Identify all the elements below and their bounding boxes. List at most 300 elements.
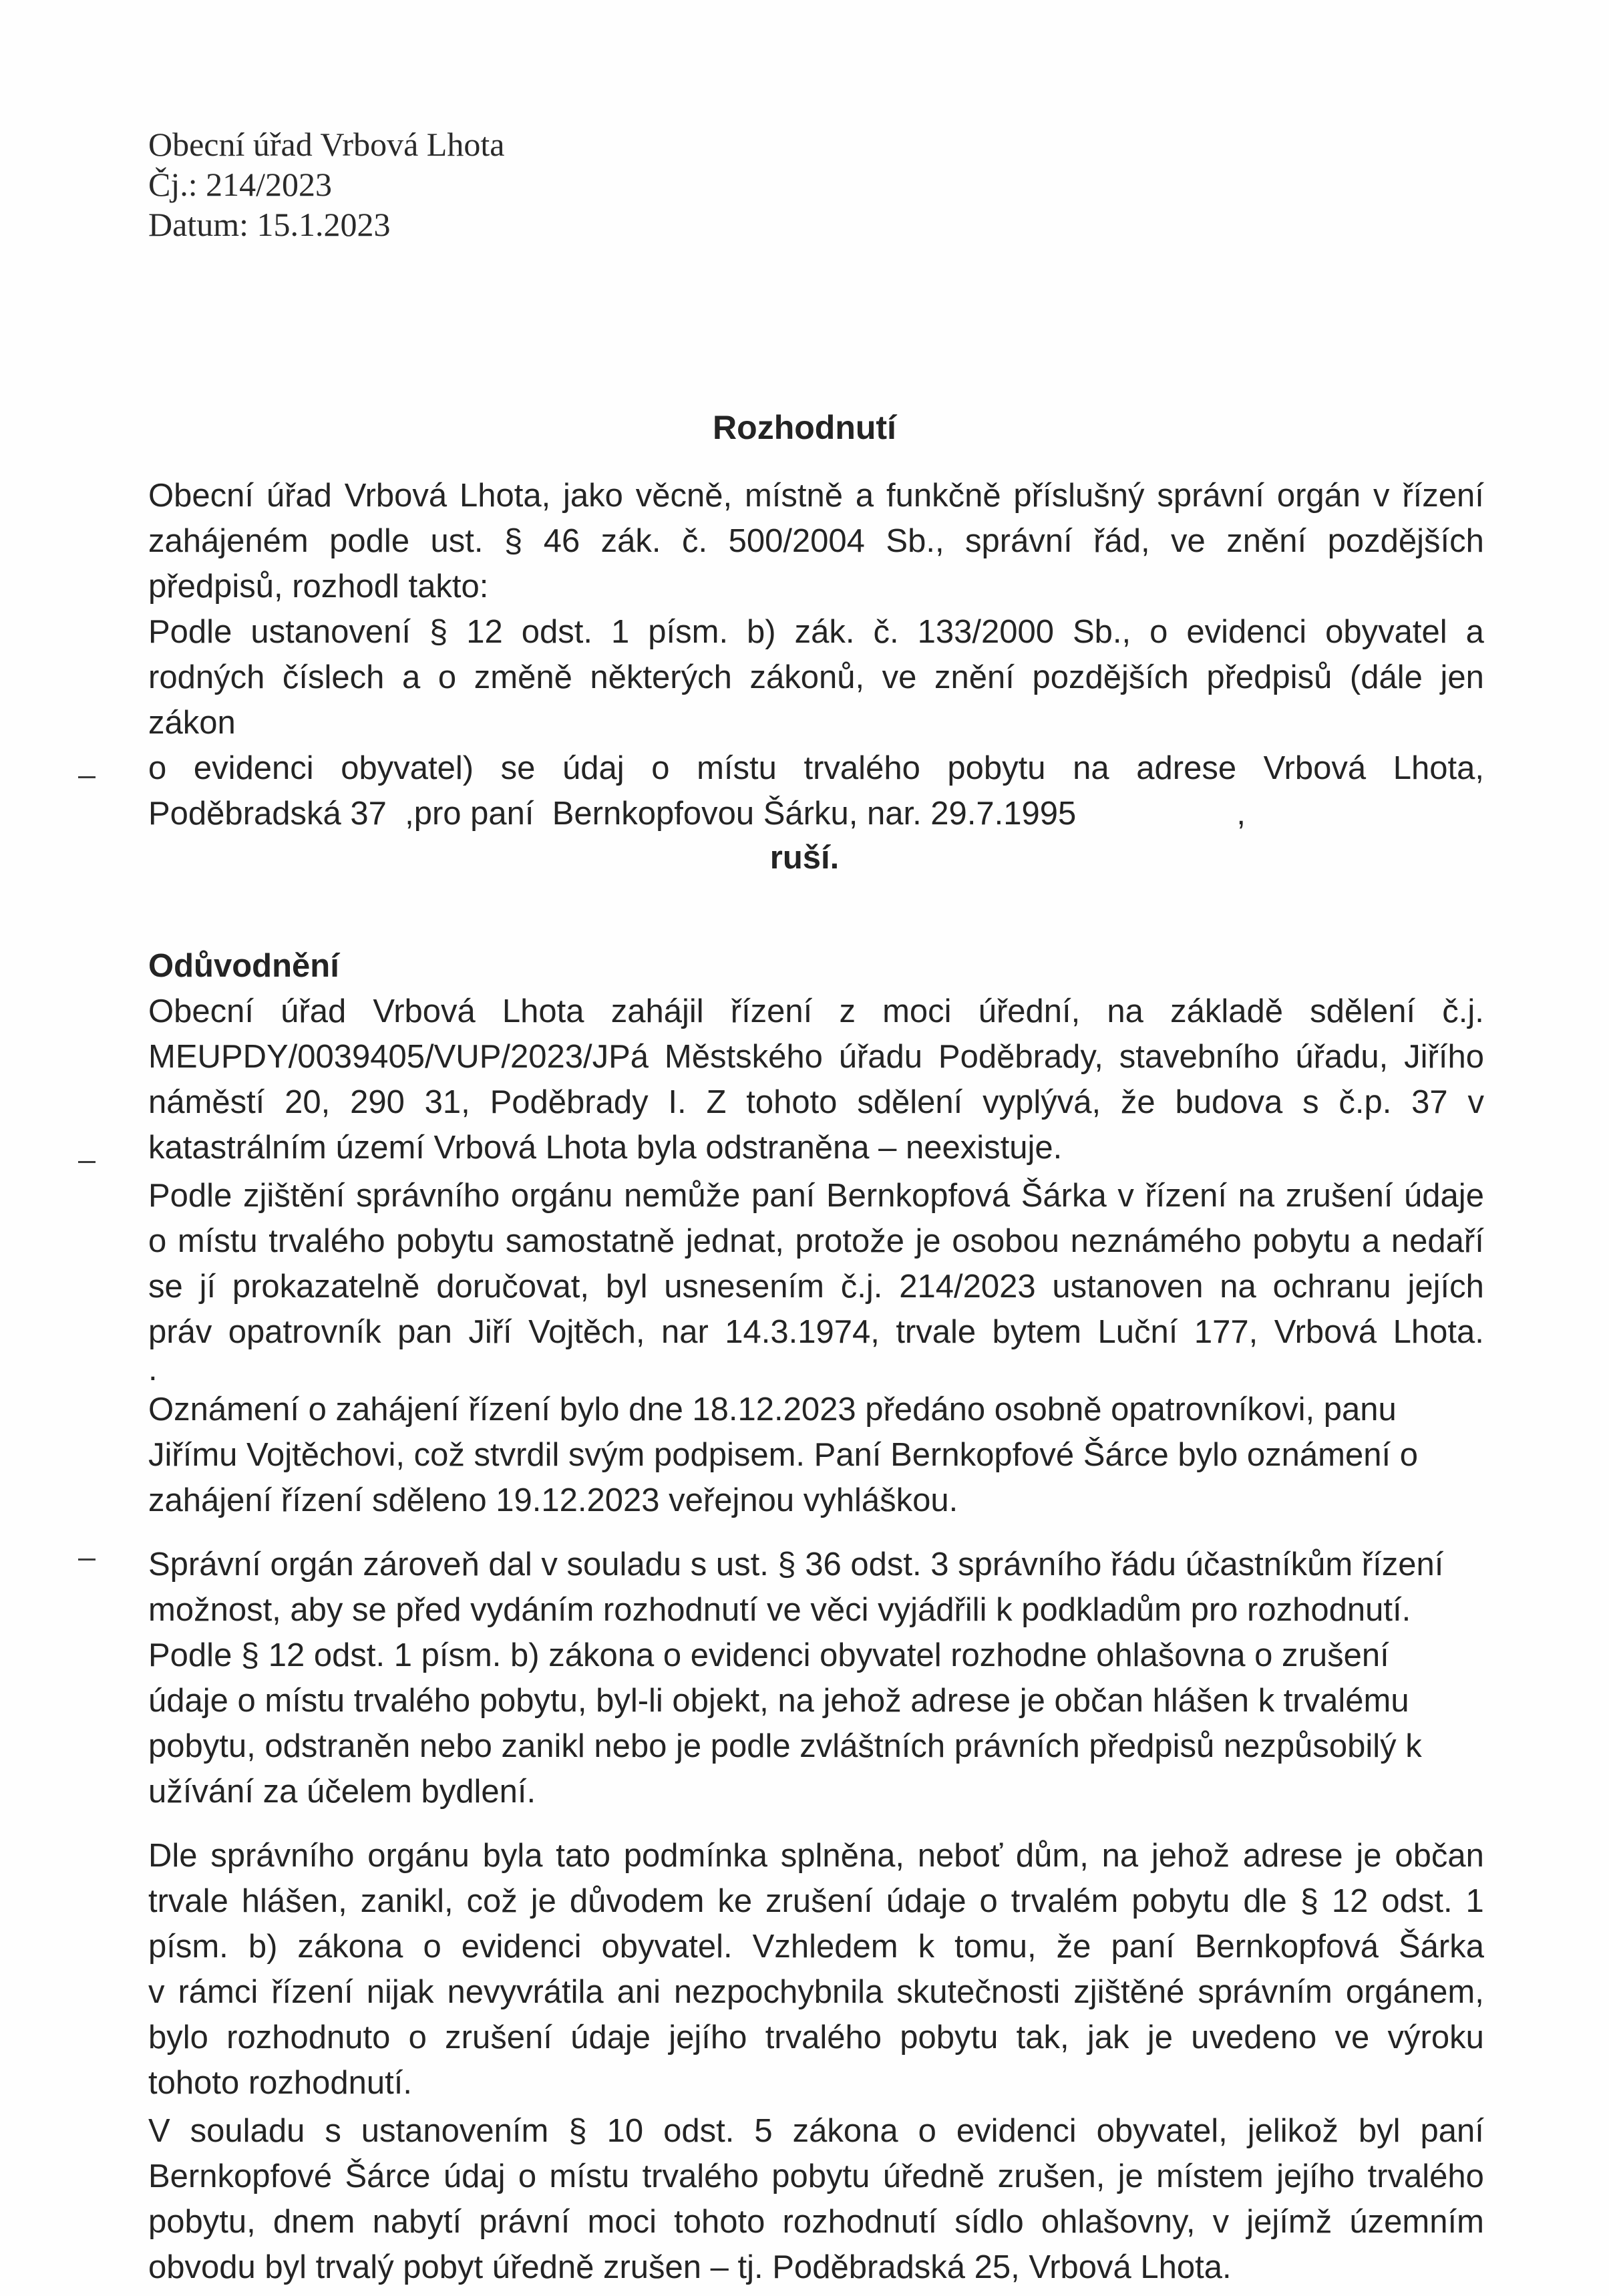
word: o bbox=[408, 2019, 427, 2056]
word: že bbox=[1056, 1929, 1091, 1965]
word: Šárka bbox=[1021, 1178, 1107, 1214]
paragraph-line bbox=[148, 1309, 1484, 1355]
word: odst. bbox=[1381, 1883, 1453, 1919]
word: právní bbox=[479, 2204, 570, 2240]
word: obyvatel, bbox=[1096, 2113, 1228, 2149]
office-name: Obecní úřad Vrbová Lhota bbox=[148, 126, 505, 163]
word: zjištěné bbox=[1073, 1974, 1185, 2010]
word: správního bbox=[210, 1838, 355, 1874]
ruling-line bbox=[148, 518, 1484, 564]
paragraph-line: tohoto rozhodnutí. bbox=[148, 2065, 413, 2101]
word: (dále bbox=[1349, 659, 1423, 695]
word: správního bbox=[356, 1178, 500, 1214]
word: 46 bbox=[543, 523, 580, 559]
paragraph-line: údaje o místu trvalého pobytu, byl-li objekt, na jehož adrese je občan hlášen k trvalému bbox=[148, 1683, 1409, 1719]
word: neznámého bbox=[1070, 1223, 1242, 1259]
word: jak bbox=[1087, 2019, 1129, 2056]
word: souladu bbox=[190, 2113, 305, 2149]
word: místu bbox=[697, 750, 777, 786]
word: a bbox=[855, 478, 874, 514]
word: Šárka bbox=[1398, 1929, 1484, 1965]
word: v bbox=[1467, 1084, 1484, 1120]
word: zahájeném bbox=[148, 523, 309, 559]
word: b) bbox=[747, 614, 776, 650]
word: o bbox=[437, 659, 457, 695]
ruling-verb: ruší. bbox=[769, 840, 840, 876]
reasoning-paragraph bbox=[148, 1833, 1484, 2106]
word: úředně bbox=[882, 2158, 985, 2194]
word: paní bbox=[751, 1178, 816, 1214]
word: o bbox=[1149, 614, 1168, 650]
ruling-line bbox=[148, 609, 1484, 655]
paragraph-line: Podle § 12 odst. 1 písm. b) zákona o evidenci obyvatel rozhodne ohlašovna o zrušení bbox=[148, 1637, 1389, 1673]
word: nijak bbox=[366, 1974, 434, 2010]
ruling-statement bbox=[148, 473, 1484, 836]
paragraph-line bbox=[148, 1924, 1484, 1969]
word: Vrbová bbox=[373, 993, 476, 1029]
paragraph-line bbox=[148, 1969, 1484, 2015]
word: správní bbox=[1157, 478, 1264, 514]
word: trvalém bbox=[1011, 1883, 1119, 1919]
word: místu bbox=[549, 2158, 630, 2194]
paragraph-line: katastrálním území Vrbová Lhota byla odstraněna – neexistuje. bbox=[148, 1130, 1063, 1166]
stray-comma: , bbox=[1236, 796, 1246, 832]
word: č.j. bbox=[840, 1269, 883, 1305]
word: paní bbox=[1111, 1929, 1175, 1965]
word: výroku bbox=[1387, 2019, 1484, 2056]
word: tohoto bbox=[674, 2204, 765, 2240]
word: ve bbox=[1171, 523, 1206, 559]
word: údaj bbox=[443, 2158, 506, 2194]
word: MEUPDY/0039405/VUP/2023/JPá bbox=[148, 1039, 649, 1075]
word: jejímž bbox=[1246, 2204, 1332, 2240]
word: Lhota, bbox=[1393, 750, 1484, 786]
word: úřední, bbox=[978, 993, 1081, 1029]
word: Sb., bbox=[1072, 614, 1131, 650]
word: evidenci bbox=[193, 750, 314, 786]
word: protože bbox=[795, 1223, 904, 1259]
word: ustanoven bbox=[1052, 1269, 1204, 1305]
word: doručovat, bbox=[436, 1269, 590, 1305]
word: a bbox=[1362, 1223, 1381, 1259]
word: moci bbox=[587, 2204, 657, 2240]
word: Obecní bbox=[148, 993, 254, 1029]
word: funkčně bbox=[886, 478, 1001, 514]
word: 1 bbox=[1465, 1883, 1484, 1919]
word: ve bbox=[882, 659, 917, 695]
word: na bbox=[1101, 1838, 1139, 1874]
word: je bbox=[1356, 1838, 1382, 1874]
word: trvalého bbox=[1367, 2158, 1484, 2194]
word: zrušení bbox=[1285, 1178, 1393, 1214]
word: I. bbox=[668, 1084, 687, 1120]
word: na bbox=[1220, 1269, 1256, 1305]
word: 20, bbox=[285, 1084, 331, 1120]
word: § bbox=[568, 2113, 587, 2149]
word: 10 bbox=[606, 2113, 644, 2149]
word: pobytu bbox=[771, 2158, 870, 2194]
word: byl bbox=[605, 1269, 648, 1305]
word: důvodem bbox=[569, 1883, 705, 1919]
paragraph-line bbox=[148, 1173, 1484, 1218]
word: znění bbox=[934, 659, 1015, 695]
word: místem bbox=[1156, 2158, 1264, 2194]
word: pobytu, bbox=[148, 2204, 256, 2240]
word: splněna, bbox=[780, 1838, 904, 1874]
word: řízení bbox=[1145, 1178, 1228, 1214]
word: jednat, bbox=[685, 1223, 784, 1259]
word: v bbox=[148, 1974, 165, 2010]
word: údaje bbox=[886, 1883, 966, 1919]
word: 37 bbox=[1411, 1084, 1448, 1120]
word: písm. bbox=[648, 614, 729, 650]
ruling-line-text: Poděbradská 37 ,pro paní Bernkopfovou Šárku, nar. 29.7.1995 bbox=[148, 796, 1077, 832]
word: evidenci bbox=[461, 1929, 582, 1965]
word: ohlašovny, bbox=[1041, 2204, 1196, 2240]
word: nezpochybnila bbox=[673, 1974, 884, 2010]
word: 290 bbox=[350, 1084, 405, 1120]
paragraph-line bbox=[148, 1833, 1484, 1878]
word: podmínka bbox=[623, 1838, 767, 1874]
word: o bbox=[148, 750, 167, 786]
word: stavebního bbox=[1119, 1039, 1280, 1075]
word: nedaří bbox=[1391, 1223, 1484, 1259]
ruling-line bbox=[148, 746, 1484, 791]
word: ve bbox=[1334, 2019, 1370, 2056]
word: jejího bbox=[669, 2019, 747, 2056]
word: č. bbox=[681, 523, 708, 559]
word: zrušení bbox=[765, 1883, 873, 1919]
paragraph-line bbox=[148, 1264, 1484, 1309]
word: údaje bbox=[1404, 1178, 1484, 1214]
word: pobytu bbox=[900, 2019, 999, 2056]
word: o bbox=[651, 750, 670, 786]
word: Podle bbox=[148, 614, 232, 650]
word: trvalého bbox=[765, 2019, 882, 2056]
word: úřadu bbox=[838, 1039, 923, 1075]
word: 214/2023 bbox=[899, 1269, 1036, 1305]
reasoning-heading: Odůvodnění bbox=[148, 948, 339, 984]
paragraph-line: pobytu, odstraněn nebo zanikl nebo je podle zvláštních právních předpisů nezpůsobilý k bbox=[148, 1728, 1422, 1764]
word: jen bbox=[1440, 659, 1484, 695]
word: o bbox=[918, 2113, 936, 2149]
reasoning-paragraph bbox=[148, 1542, 1484, 1814]
word: zákonů, bbox=[749, 659, 865, 695]
word: ochranu bbox=[1272, 1269, 1391, 1305]
word: trvale bbox=[896, 1314, 976, 1350]
word: řád, bbox=[1093, 523, 1150, 559]
word: č.p. bbox=[1338, 1084, 1392, 1120]
word: Městského bbox=[664, 1039, 823, 1075]
ruling-line bbox=[148, 655, 1484, 700]
word: Dle bbox=[148, 1838, 198, 1874]
ruling-line: zákon bbox=[148, 705, 236, 741]
word: Vrbová bbox=[1263, 750, 1367, 786]
word: Poděbrady bbox=[490, 1084, 649, 1120]
paragraph-line: užívání za účelem bydlení. bbox=[148, 1774, 536, 1810]
word: zjištění bbox=[242, 1178, 345, 1214]
word: pan bbox=[397, 1314, 452, 1350]
document-date: Datum: 15.1.2023 bbox=[148, 206, 391, 243]
word: rozhodnutí bbox=[782, 2204, 938, 2240]
word: s bbox=[1302, 1084, 1319, 1120]
word: sdělení bbox=[857, 1084, 963, 1120]
word: obyvatel. bbox=[601, 1929, 733, 1965]
paragraph-line: možnost, aby se před vydáním rozhodnutí ve věci vyjádřili k podkladům pro rozhodnutí. bbox=[148, 1592, 1411, 1628]
word: předpisů bbox=[1206, 659, 1332, 695]
paragraph-line: zahájení řízení sděleno 19.12.2023 veřejnou vyhláškou. bbox=[148, 1482, 958, 1518]
word: Vzhledem bbox=[752, 1929, 898, 1965]
word: o bbox=[979, 1883, 998, 1919]
word: osobou bbox=[952, 1223, 1060, 1259]
word: občan bbox=[1395, 1838, 1484, 1874]
word: pobytu bbox=[1252, 1223, 1351, 1259]
word: zák. bbox=[794, 614, 855, 650]
word: tomu, bbox=[954, 1929, 1037, 1965]
word: na bbox=[1073, 750, 1109, 786]
word: adrese bbox=[1136, 750, 1237, 786]
word: práv bbox=[148, 1314, 212, 1350]
word: 14.3.1974, bbox=[725, 1314, 880, 1350]
word: ust. bbox=[430, 523, 484, 559]
word: Jiřího bbox=[1404, 1039, 1484, 1075]
word: tohoto bbox=[746, 1084, 838, 1120]
word: tato bbox=[556, 1838, 610, 1874]
word: ustanovení bbox=[250, 614, 411, 650]
paragraph-line bbox=[148, 1080, 1484, 1125]
word: Jiří bbox=[468, 1314, 512, 1350]
word: Bernkopfové bbox=[148, 2158, 333, 2194]
word: dnem bbox=[273, 2204, 355, 2240]
word: řízení bbox=[1402, 478, 1484, 514]
word: údaj bbox=[562, 750, 624, 786]
word: 133/2000 bbox=[917, 614, 1054, 650]
word: správní bbox=[965, 523, 1073, 559]
paragraph-line: obvodu byl trvalý pobyt úředně zrušen – tj. Poděbradská 25, Vrbová Lhota. bbox=[148, 2249, 1232, 2285]
word: byla bbox=[482, 1838, 543, 1874]
word: Z bbox=[706, 1084, 727, 1120]
word: úřadu, bbox=[1295, 1039, 1389, 1075]
word: úřad bbox=[281, 993, 347, 1029]
word: pozdějších bbox=[1032, 659, 1189, 695]
reference-number: Čj.: 214/2023 bbox=[148, 166, 333, 203]
word: zrušen, bbox=[997, 2158, 1105, 2194]
word: písm. bbox=[148, 1929, 228, 1965]
word: pobytu bbox=[396, 1223, 495, 1259]
word: dle bbox=[1243, 1883, 1287, 1919]
word: na bbox=[1238, 1178, 1275, 1214]
word: Lhota. bbox=[1393, 1314, 1484, 1350]
word: 31, bbox=[424, 1084, 470, 1120]
word: Lhota bbox=[502, 993, 584, 1029]
word: opatrovník bbox=[228, 1314, 381, 1350]
word: místu bbox=[177, 1223, 258, 1259]
word: dům, bbox=[1015, 1838, 1089, 1874]
word: trvale bbox=[148, 1883, 228, 1919]
word: v bbox=[1117, 1178, 1134, 1214]
word: b) bbox=[248, 1929, 278, 1965]
word: 12 bbox=[466, 614, 503, 650]
word: odst. bbox=[663, 2113, 735, 2149]
reasoning-paragraph bbox=[148, 989, 1484, 1170]
word: základě bbox=[1170, 993, 1283, 1029]
word: č. bbox=[873, 614, 899, 650]
word: zanikl, bbox=[360, 1883, 454, 1919]
word: V bbox=[148, 2113, 170, 2149]
word: nemůže bbox=[624, 1178, 741, 1214]
word: na bbox=[1107, 993, 1143, 1029]
document-header bbox=[148, 124, 1609, 244]
word: a bbox=[402, 659, 421, 695]
word: orgánem, bbox=[1345, 1974, 1484, 2010]
word: tak, bbox=[1016, 2019, 1069, 2056]
word: je bbox=[915, 1223, 941, 1259]
word: nar bbox=[661, 1314, 709, 1350]
word: zahájil bbox=[610, 993, 704, 1029]
word: ke bbox=[717, 1883, 753, 1919]
word: orgán bbox=[1276, 478, 1361, 514]
margin-punch-mark bbox=[78, 1559, 96, 1561]
word: moci bbox=[882, 993, 952, 1029]
reasoning-paragraph bbox=[148, 1387, 1484, 1523]
word: samostatně bbox=[505, 1223, 675, 1259]
word: o bbox=[423, 1929, 441, 1965]
word: nabytí bbox=[372, 2204, 462, 2240]
word: budova bbox=[1175, 1084, 1283, 1120]
word: uvedeno bbox=[1191, 2019, 1317, 2056]
word: 12 bbox=[1331, 1883, 1369, 1919]
word: Bernkopfová bbox=[826, 1178, 1011, 1214]
word: o bbox=[518, 2158, 537, 2194]
word: jí bbox=[199, 1269, 216, 1305]
word: § bbox=[1300, 1883, 1318, 1919]
word: příslušný bbox=[1013, 478, 1145, 514]
word: Luční bbox=[1097, 1314, 1178, 1350]
word: zákona bbox=[792, 2113, 898, 2149]
word: z bbox=[839, 993, 856, 1029]
ruling-line bbox=[148, 791, 1484, 836]
word: Obecní bbox=[148, 478, 254, 514]
word: § bbox=[429, 614, 448, 650]
paragraph-line bbox=[148, 2015, 1484, 2060]
word: § bbox=[504, 523, 523, 559]
word: jejích bbox=[1407, 1269, 1484, 1305]
word: rozhodnuto bbox=[226, 2019, 391, 2056]
word: zákona bbox=[297, 1929, 403, 1965]
word: je bbox=[530, 1883, 556, 1919]
paragraph-line bbox=[148, 989, 1484, 1034]
word: nevyvrátila bbox=[447, 1974, 604, 2010]
word: řízení bbox=[271, 1974, 353, 2010]
ruling-line: předpisů, rozhodl takto: bbox=[148, 568, 489, 605]
word: je bbox=[1117, 2158, 1143, 2194]
word: se bbox=[148, 1269, 183, 1305]
stray-dot: . bbox=[148, 1351, 158, 1387]
word: neboť bbox=[917, 1838, 1003, 1874]
word: adrese bbox=[1242, 1838, 1343, 1874]
word: je bbox=[1147, 2019, 1173, 2056]
word: jejího bbox=[1276, 2158, 1355, 2194]
word: bylo bbox=[148, 2019, 208, 2056]
word: trvalého bbox=[642, 2158, 759, 2194]
word: Vojtěch, bbox=[528, 1314, 645, 1350]
word: věcně, bbox=[635, 478, 733, 514]
word: ustanovením bbox=[361, 2113, 549, 2149]
paragraph-line bbox=[148, 2108, 1484, 2154]
word: jelikož bbox=[1247, 2113, 1338, 2149]
word: jako bbox=[563, 478, 623, 514]
word: odst. bbox=[521, 614, 593, 650]
word: a bbox=[1465, 614, 1484, 650]
word: hlášen, bbox=[241, 1883, 347, 1919]
word: o bbox=[148, 1223, 167, 1259]
word: jehož bbox=[1151, 1838, 1230, 1874]
word: řízení bbox=[730, 993, 813, 1029]
word: správním bbox=[1198, 1974, 1332, 2010]
word: prokazatelně bbox=[232, 1269, 420, 1305]
word: trvalého bbox=[803, 750, 920, 786]
word: Šárce bbox=[345, 2158, 431, 2194]
word: paní bbox=[1420, 2113, 1484, 2149]
paragraph-line: Oznámení o zahájení řízení bylo dne 18.12.2023 předáno osobně opatrovníkovi, panu bbox=[148, 1391, 1397, 1428]
paragraph-line bbox=[148, 1034, 1484, 1080]
word: ani bbox=[616, 1974, 661, 2010]
word: bytem bbox=[992, 1314, 1082, 1350]
ruling-line bbox=[148, 473, 1484, 518]
word: číslech bbox=[282, 659, 385, 695]
word: evidenci bbox=[956, 2113, 1077, 2149]
word: v bbox=[1212, 2204, 1230, 2240]
word: některých bbox=[590, 659, 732, 695]
margin-punch-mark bbox=[78, 1161, 96, 1163]
word: orgánu bbox=[510, 1178, 613, 1214]
word: usnesením bbox=[664, 1269, 824, 1305]
word: se bbox=[500, 750, 536, 786]
word: skutečnosti bbox=[896, 1974, 1061, 2010]
word: místně bbox=[744, 478, 844, 514]
word: Vrbová bbox=[1274, 1314, 1377, 1350]
paragraph-line bbox=[148, 2199, 1484, 2245]
word: Lhota, bbox=[459, 478, 551, 514]
word: Podle bbox=[148, 1178, 232, 1214]
word: sídlo bbox=[954, 2204, 1024, 2240]
word: Bernkopfová bbox=[1194, 1929, 1379, 1965]
word: že bbox=[1120, 1084, 1155, 1120]
paragraph-line bbox=[148, 1218, 1484, 1264]
word: 500/2004 bbox=[728, 523, 865, 559]
word: zák. bbox=[600, 523, 661, 559]
word: znění bbox=[1226, 523, 1307, 559]
word: 177, bbox=[1194, 1314, 1258, 1350]
word: vyplývá, bbox=[982, 1084, 1101, 1120]
word: č.j. bbox=[1442, 993, 1484, 1029]
word: sdělení bbox=[1310, 993, 1416, 1029]
word: pozdějších bbox=[1327, 523, 1484, 559]
word: podle bbox=[329, 523, 410, 559]
margin-punch-mark bbox=[78, 776, 96, 778]
paragraph-line: Správní orgán zároveň dal v souladu s ust. § 36 odst. 3 správního řádu účastníkům řízení bbox=[148, 1546, 1444, 1583]
word: náměstí bbox=[148, 1084, 265, 1120]
word: pobytu bbox=[947, 750, 1046, 786]
paragraph-line: Jiřímu Vojtěchovi, což stvrdil svým podpisem. Paní Bernkopfové Šárce bylo oznámení o bbox=[148, 1437, 1418, 1473]
word: rámci bbox=[178, 1974, 258, 2010]
word: Vrbová bbox=[344, 478, 448, 514]
word: evidenci bbox=[1186, 614, 1307, 650]
word: územním bbox=[1349, 2204, 1484, 2240]
word: s bbox=[325, 2113, 341, 2149]
word: úřad bbox=[266, 478, 332, 514]
word: 1 bbox=[611, 614, 630, 650]
